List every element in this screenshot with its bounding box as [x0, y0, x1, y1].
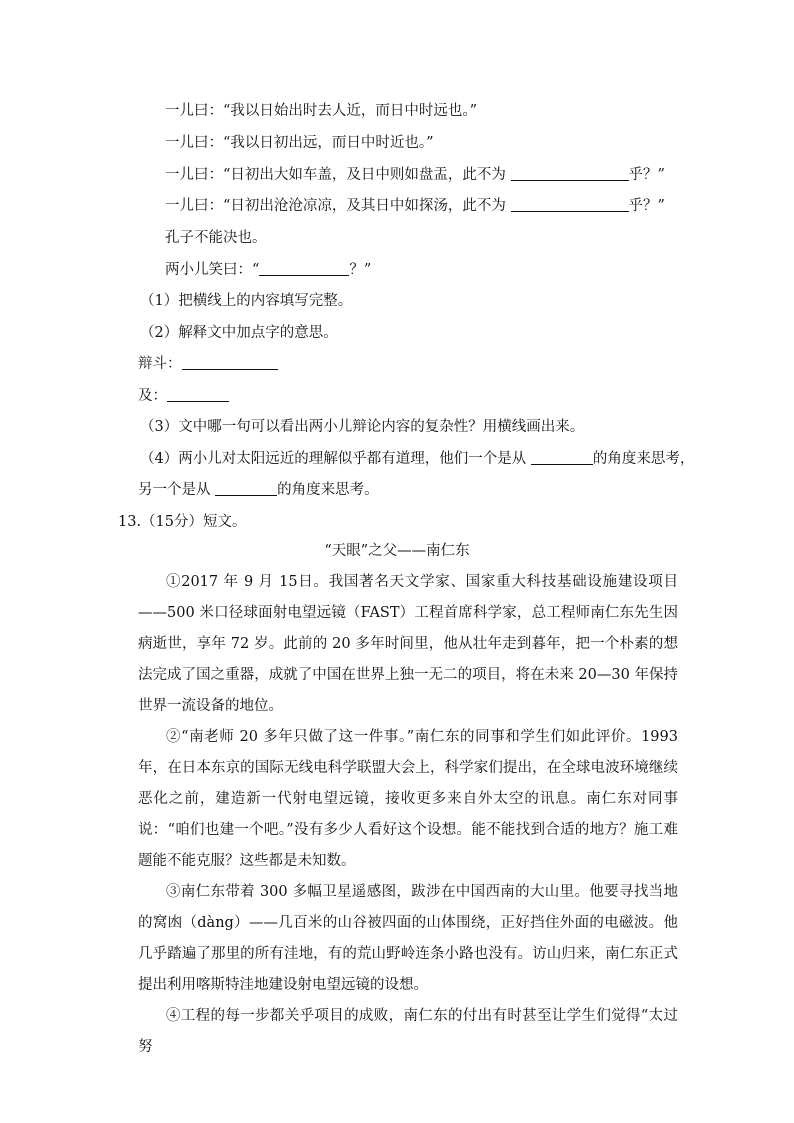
term-label: 及：	[138, 388, 167, 404]
answer-blank[interactable]	[167, 386, 229, 402]
question-1: （1）把横线上的内容填写完整。	[140, 293, 353, 309]
answer-blank[interactable]	[531, 449, 593, 465]
dialogue-line-6-text: 两小儿笑曰：“	[165, 262, 260, 278]
dialogue-line-5: 孔子不能决也。	[165, 230, 267, 246]
question-3: （3）文中哪一句可以看出两小儿辩论内容的复杂性？用横线画出来。	[140, 419, 585, 435]
term-label: 辩斗：	[138, 356, 182, 372]
article-paragraph-1: ①2017 年 9 月 15日。我国著名天文学家、国家重大科技基础设施建设项目——500 米口径球面射电望远镜（FAST）工程首席科学家，总工程师南仁东先生因病逝世，享年 72 岁。此前的 20 多年时间里，他从壮年走到暮年，把一个朴素的想法完成了国之重器，成就了中国在世界上独一无二的项目，将在未来 20—30 年保持世界一流设备的地位。	[138, 574, 678, 714]
dialogue-line-2: 一儿曰：“我以日初出远，而日中时近也。”	[165, 135, 434, 151]
question-2: （2）解释文中加点字的意思。	[140, 325, 338, 341]
dialogue-line-3	[165, 165, 665, 185]
question-4-line-2	[138, 480, 379, 500]
dialogue-line-4-text: 一儿曰：“日初出沧沧凉凉，及其日中如探汤，此不为	[165, 198, 511, 214]
dialogue-line-3-text: 一儿曰：“日初出大如车盖，及日中则如盘盂，此不为	[165, 167, 511, 183]
question-4	[140, 449, 694, 469]
article-paragraph-3: ③南仁东带着 300 多幅卫星遥感图，跋涉在中国西南的大山里。他要寻找当地的窝凼（dàng）——几百米的山谷被四面的山体围绕，正好挡住外面的电磁波。他几乎踏遍了那里的所有洼地，有的荒山野岭连条小路也没有。访山归来，南仁东正式提出利用喀斯特洼地建设射电望远镜的设想。	[138, 884, 678, 993]
dialogue-line-4	[165, 196, 665, 216]
answer-blank[interactable]	[182, 354, 278, 370]
question-2-item-bian-dou	[138, 354, 278, 374]
dialogue-line-1: 一儿曰：“我以日始出时去人近，而日中时远也。”	[165, 103, 478, 119]
dialogue-line-6-end: ？”	[349, 262, 372, 278]
answer-blank[interactable]	[511, 165, 629, 181]
dialogue-line-4-end: 乎？”	[628, 198, 665, 214]
article-paragraph-4: ④工程的每一步都关乎项目的成败，南仁东的付出有时甚至让学生们觉得“太过努	[138, 1008, 678, 1055]
dialogue-line-3-end: 乎？”	[628, 167, 665, 183]
dialogue-line-6	[165, 260, 371, 280]
question-4-text: （4）两小儿对太阳远近的理解似乎都有道理，他们一个是从	[140, 451, 531, 467]
answer-blank[interactable]	[259, 260, 349, 276]
question-4-line-2-text: 另一个是从	[138, 482, 216, 498]
question-4-line-2-end: 的角度来思考。	[277, 482, 379, 498]
question-4-text-end: 的角度来思考，	[592, 451, 695, 467]
question-2-item-ji	[138, 386, 229, 406]
answer-blank[interactable]	[511, 196, 629, 212]
answer-blank[interactable]	[215, 480, 277, 496]
article-title: “天眼”之父——南仁东	[324, 543, 470, 559]
article-paragraph-2: ②“南老师 20 多年只做了这一件事。”南仁东的同事和学生们如此评价。1993 年，在日本东京的国际无线电科学联盟大会上，科学家们提出，在全球电波环境继续恶化之前，建造新一代射电望远镜，接收更多来自外太空的讯息。南仁东对同事说：“咱们也建一个吧。”没有多少人看好这个设想。能不能找到合适的地方？施工难题能不能克服？这些都是未知数。	[138, 729, 678, 869]
question-13-heading: 13.（15分）短文。	[118, 514, 247, 530]
